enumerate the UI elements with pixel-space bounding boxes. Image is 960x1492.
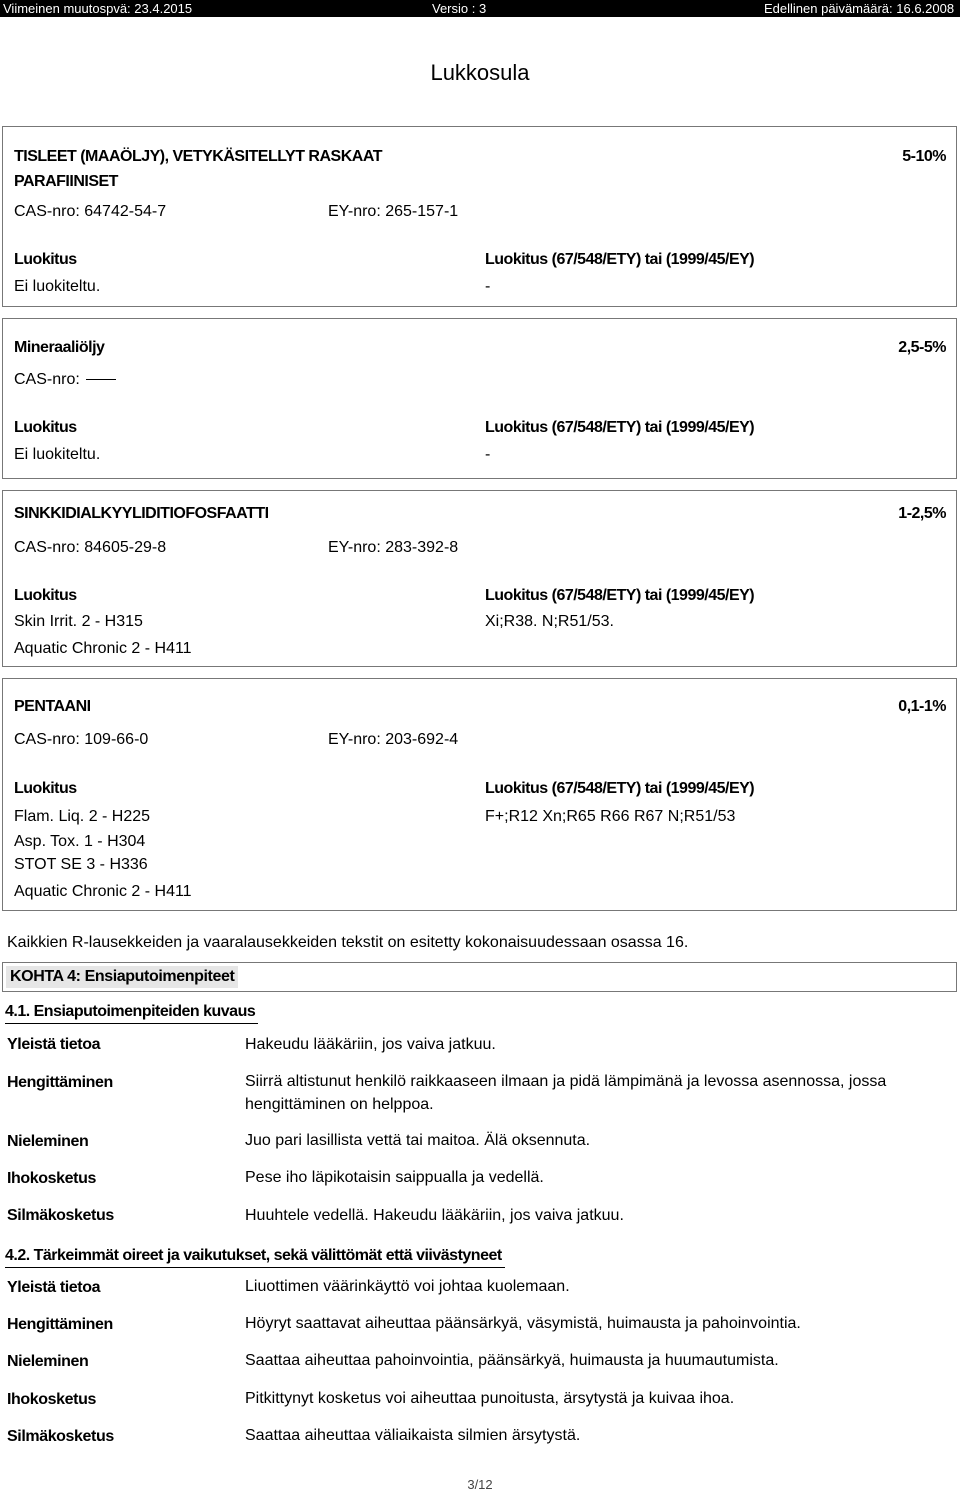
classification-old-value: F+;R12 Xn;R65 R66 R67 N;R51/53 xyxy=(485,808,736,825)
row-text: Pitkittynyt kosketus voi aiheuttaa punoitusta, ärsytystä ja kuivaa ihoa. xyxy=(245,1390,735,1407)
component-box xyxy=(2,490,957,667)
component-box xyxy=(2,678,957,911)
classification-label: Luokitus xyxy=(14,419,77,436)
classification-old-label: Luokitus (67/548/ETY) tai (1999/45/EY) xyxy=(485,251,755,268)
component-name-cont: PARAFIINISET xyxy=(14,173,118,190)
page-number: 3/12 xyxy=(467,1477,493,1492)
classification-value: STOT SE 3 - H336 xyxy=(14,856,148,873)
classification-label: Luokitus xyxy=(14,587,77,604)
subsection-title: 4.1. Ensiaputoimenpiteiden kuvaus xyxy=(5,1003,258,1024)
section-heading xyxy=(2,962,957,992)
row-text: Hakeudu lääkäriin, jos vaiva jatkuu. xyxy=(245,1036,496,1053)
ey-number: EY-nro: 203-692-4 xyxy=(328,731,459,748)
classification-old-label: Luokitus (67/548/ETY) tai (1999/45/EY) xyxy=(485,419,755,436)
classification-label: Luokitus xyxy=(14,780,77,797)
component-box xyxy=(2,318,957,479)
row-text: Saattaa aiheuttaa pahoinvointia, päänsärkyä, huimausta ja huumautumista. xyxy=(245,1352,779,1369)
modified-date: Viimeinen muutospvä: 23.4.2015 xyxy=(3,1,193,16)
subsection-title: 4.2. Tärkeimmät oireet ja vaikutukset, sekä välittömät että viivästyneet xyxy=(5,1247,505,1268)
classification-old-value: - xyxy=(485,446,491,463)
row-label: Hengittäminen xyxy=(7,1074,113,1091)
empty-dash xyxy=(86,379,116,380)
component-percent: 1-2,5% xyxy=(898,505,946,522)
ey-number: EY-nro: 265-157-1 xyxy=(328,203,459,220)
classification-old-value: - xyxy=(485,278,491,295)
component-percent: 0,1-1% xyxy=(898,698,946,715)
document-title: Lukkosula xyxy=(430,60,530,85)
row-label: Nieleminen xyxy=(7,1133,89,1150)
classification-value: Aquatic Chronic 2 - H411 xyxy=(14,883,192,900)
row-label: Hengittäminen xyxy=(7,1316,113,1333)
classification-old-value: Xi;R38. N;R51/53. xyxy=(485,613,614,630)
version: Versio : 3 xyxy=(432,1,487,16)
row-label: Silmäkosketus xyxy=(7,1428,114,1445)
cas-number: CAS-nro: 109-66-0 xyxy=(14,731,149,748)
component-name: SINKKIDIALKYYLIDITIOFOSFAATTI xyxy=(14,505,269,522)
component-percent: 5-10% xyxy=(902,148,946,165)
section-heading-label: KOHTA 4: Ensiaputoimenpiteet xyxy=(6,966,238,988)
row-text: Siirrä altistunut henkilö raikkaaseen ilmaan ja pidä lämpimänä ja levossa asennossa, jossa hengittäminen on helppoa. xyxy=(245,1073,887,1113)
component-name: PENTAANI xyxy=(14,698,91,715)
classification-value: Ei luokiteltu. xyxy=(14,278,101,295)
row-text: Juo pari lasillista vettä tai maitoa. Älä oksennuta. xyxy=(245,1132,591,1149)
ey-number: EY-nro: 283-392-8 xyxy=(328,539,459,556)
row-label: Nieleminen xyxy=(7,1353,89,1370)
r-phrase-note: Kaikkien R-lausekkeiden ja vaaralausekkeiden tekstit on esitetty kokonaisuudessaan osassa 16. xyxy=(7,934,689,951)
header-bar xyxy=(0,0,960,17)
row-text: Liuottimen väärinkäyttö voi johtaa kuolemaan. xyxy=(245,1278,570,1295)
classification-label: Luokitus xyxy=(14,251,77,268)
previous-date: Edellinen päivämäärä: 16.6.2008 xyxy=(764,1,955,16)
row-text: Pese iho läpikotaisin saippualla ja vedellä. xyxy=(245,1169,544,1186)
cas-number: CAS-nro: 64742-54-7 xyxy=(14,203,167,220)
classification-old-label: Luokitus (67/548/ETY) tai (1999/45/EY) xyxy=(485,780,755,797)
row-text: Huuhtele vedellä. Hakeudu lääkäriin, jos vaiva jatkuu. xyxy=(245,1207,624,1224)
classification-value: Skin Irrit. 2 - H315 xyxy=(14,613,143,630)
component-box xyxy=(2,126,957,307)
component-name: TISLEET (MAAÖLJY), VETYKÄSITELLYT RASKAAT xyxy=(14,148,382,165)
component-percent: 2,5-5% xyxy=(898,339,946,356)
classification-value: Ei luokiteltu. xyxy=(14,446,101,463)
row-label: Yleistä tietoa xyxy=(7,1279,101,1296)
cas-number: CAS-nro: xyxy=(14,371,116,389)
row-text: Höyryt saattavat aiheuttaa päänsärkyä, väsymistä, huimausta ja pahoinvointia. xyxy=(245,1315,801,1332)
classification-value: Flam. Liq. 2 - H225 xyxy=(14,808,151,825)
cas-number: CAS-nro: 84605-29-8 xyxy=(14,539,167,556)
row-label: Silmäkosketus xyxy=(7,1207,114,1224)
component-name: Mineraaliöljy xyxy=(14,339,105,356)
classification-value: Aquatic Chronic 2 - H411 xyxy=(14,640,192,657)
classification-old-label: Luokitus (67/548/ETY) tai (1999/45/EY) xyxy=(485,587,755,604)
classification-value: Asp. Tox. 1 - H304 xyxy=(14,833,146,850)
row-label: Ihokosketus xyxy=(7,1391,96,1408)
row-text: Saattaa aiheuttaa väliaikaista silmien ärsytystä. xyxy=(245,1427,581,1444)
row-label: Yleistä tietoa xyxy=(7,1036,101,1053)
row-label: Ihokosketus xyxy=(7,1170,96,1187)
